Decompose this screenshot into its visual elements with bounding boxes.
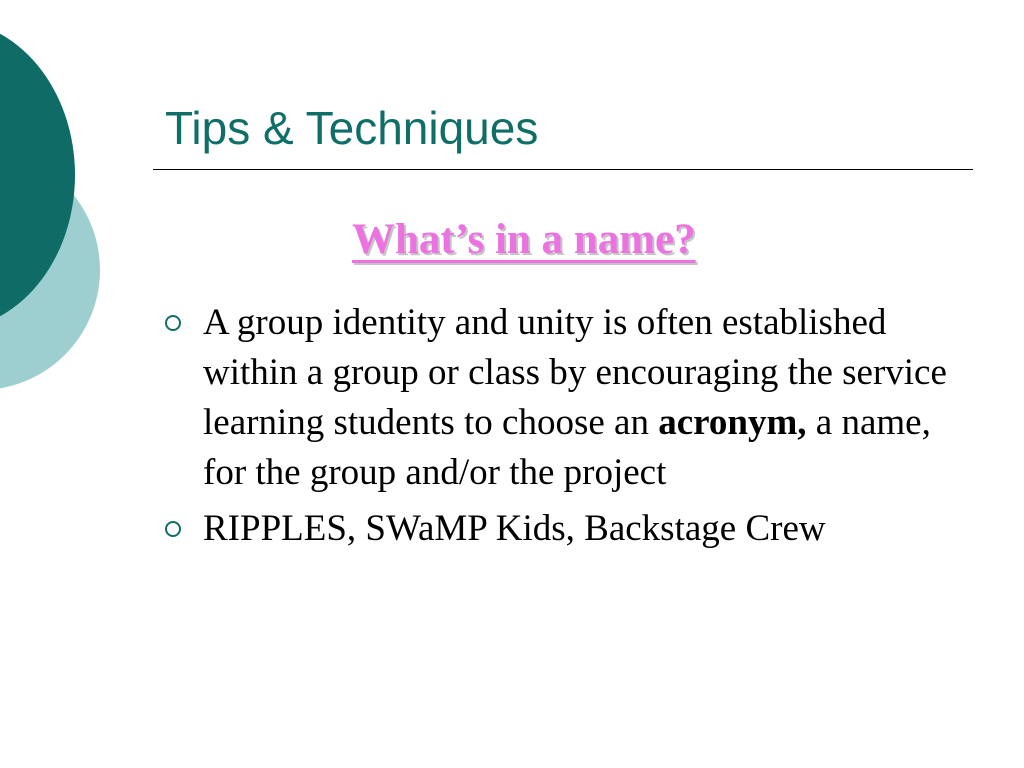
bullet-text-bold: acronym, (658, 402, 807, 443)
bullet-text-start: A group identity and unity is often established within a group or class by encouraging the service learning students to choose an (203, 302, 947, 443)
bullet-text: RIPPLES, SWaMP Kids, Backstage Crew (203, 508, 826, 549)
bullet-text-end: a name, for the group and/or the project (203, 402, 931, 493)
hollow-circle-bullet-icon (165, 521, 181, 537)
slide-subtitle: What’s in a name? (352, 216, 696, 263)
bullet-item-2 (163, 504, 983, 554)
hollow-circle-bullet-icon (165, 315, 181, 331)
slide-title: Tips & Techniques (165, 102, 539, 154)
bullet-list (163, 298, 983, 560)
bullet-item-1 (163, 298, 983, 498)
title-divider (153, 169, 973, 170)
